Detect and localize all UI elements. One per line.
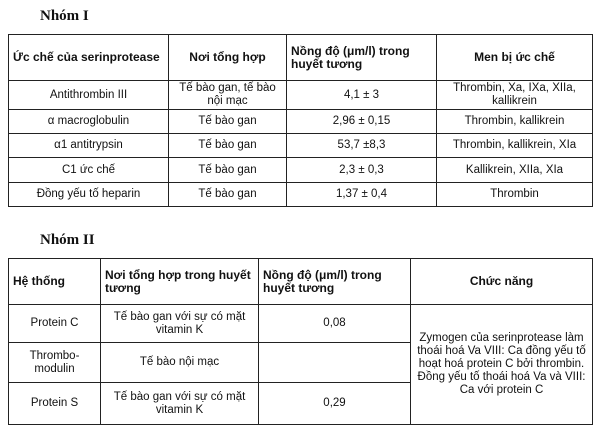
cell-inhibited-enzymes: Thrombin, kallikrein — [437, 110, 593, 134]
cell-concentration — [259, 343, 411, 383]
cell-system: Protein S — [9, 383, 101, 425]
cell-function: Zymogen của serinprotease làm thoái hoá Va VIII: Ca đồng yếu tố hoạt hoá protein C bởi thrombin. Đồng yếu tố thoái hoá Va và VIII: Ca với protein C — [411, 305, 593, 425]
table-header-row — [9, 35, 593, 81]
table-row — [9, 81, 593, 110]
cell-inhibitor: α1 antitrypsin — [9, 134, 169, 158]
group-2-title: Nhóm II — [40, 232, 95, 248]
cell-synthesis-site: Tế bào gan — [169, 158, 287, 183]
table-header-row — [9, 259, 593, 305]
header-synthesis-site: Nơi tổng hợp — [169, 35, 287, 81]
cell-concentration: 2,96 ± 0,15 — [287, 110, 437, 134]
cell-synthesis-site: Tế bào gan — [169, 134, 287, 158]
table-row — [9, 183, 593, 207]
table-row — [9, 134, 593, 158]
cell-inhibitor: C1 ức chế — [9, 158, 169, 183]
system-table-group-2 — [8, 258, 593, 425]
cell-inhibited-enzymes: Thrombin — [437, 183, 593, 207]
cell-concentration: 53,7 ±8,3 — [287, 134, 437, 158]
cell-inhibitor: Đồng yếu tố heparin — [9, 183, 169, 207]
header-synthesis-site: Nơi tổng hợp trong huyết tương — [101, 259, 259, 305]
group-1-title: Nhóm I — [40, 8, 89, 24]
cell-synthesis-site: Tế bào gan — [169, 110, 287, 134]
cell-inhibitor: Antithrombin III — [9, 81, 169, 110]
table-row — [9, 158, 593, 183]
header-system: Hệ thống — [9, 259, 101, 305]
cell-inhibitor: α macroglobulin — [9, 110, 169, 134]
cell-synthesis-site: Tế bào gan với sự có mặt vitamin K — [101, 305, 259, 343]
cell-inhibited-enzymes: Thrombin, Xa, IXa, XIIa, kallikrein — [437, 81, 593, 110]
cell-system: Thrombo-modulin — [9, 343, 101, 383]
inhibitor-table-group-1 — [8, 34, 593, 207]
cell-concentration: 0,08 — [259, 305, 411, 343]
cell-synthesis-site: Tế bào nội mạc — [101, 343, 259, 383]
cell-synthesis-site: Tế bào gan với sự có mặt vitamin K — [101, 383, 259, 425]
cell-concentration: 4,1 ± 3 — [287, 81, 437, 110]
header-concentration: Nồng độ (μm/l) trong huyết tương — [287, 35, 437, 81]
cell-inhibited-enzymes: Thrombin, kallikrein, XIa — [437, 134, 593, 158]
table-row — [9, 110, 593, 134]
cell-system: Protein C — [9, 305, 101, 343]
cell-synthesis-site: Tế bào gan, tế bào nội mạc — [169, 81, 287, 110]
cell-concentration: 1,37 ± 0,4 — [287, 183, 437, 207]
header-concentration: Nồng độ (μm/l) trong huyết tương — [259, 259, 411, 305]
cell-concentration: 0,29 — [259, 383, 411, 425]
cell-inhibited-enzymes: Kallikrein, XIIa, XIa — [437, 158, 593, 183]
header-inhibited-enzymes: Men bị ức chế — [437, 35, 593, 81]
cell-concentration: 2,3 ± 0,3 — [287, 158, 437, 183]
cell-synthesis-site: Tế bào gan — [169, 183, 287, 207]
table-row — [9, 305, 593, 343]
header-function: Chức năng — [411, 259, 593, 305]
header-inhibitor: Ức chế của serinprotease — [9, 35, 169, 81]
